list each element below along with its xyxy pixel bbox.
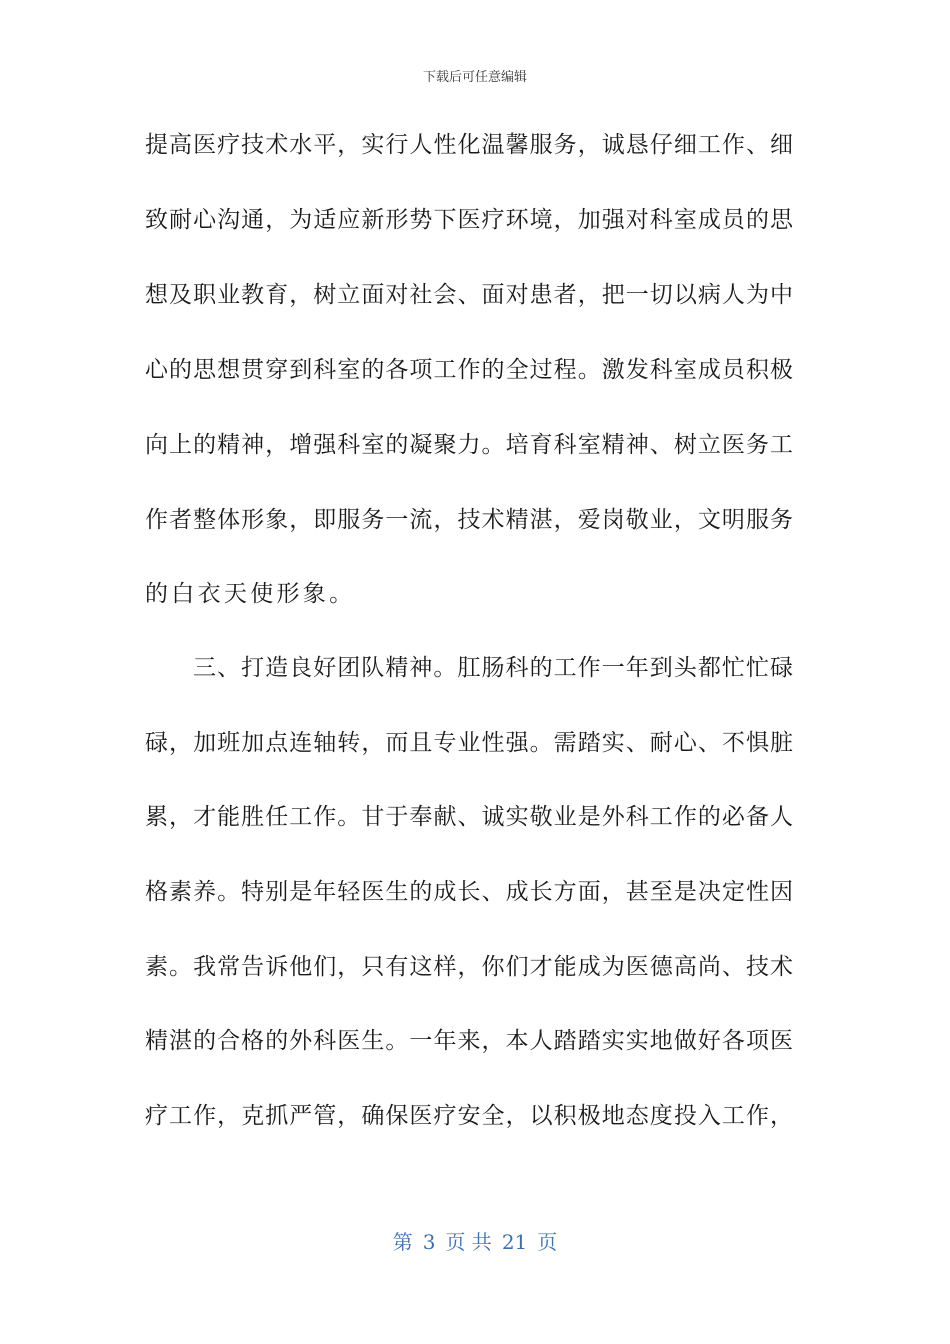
text-line: 累，才能胜任工作。甘于奉献、诚实敬业是外科工作的必备人 xyxy=(145,804,795,830)
text-line: 疗工作，克抓严管，确保医疗安全，以积极地态度投入工作， xyxy=(145,1103,795,1129)
text-line: 提高医疗技术水平，实行人性化温馨服务，诚恳仔细工作、细 xyxy=(145,132,795,158)
current-page-number: 3 xyxy=(422,1230,436,1254)
text-line: 作者整体形象，即服务一流，技术精湛，爱岗敬业，文明服务 xyxy=(145,507,795,533)
page-header: 下载后可任意编辑 xyxy=(422,70,527,85)
text-line: 想及职业教育，树立面对社会、面对患者，把一切以病人为中 xyxy=(145,282,795,308)
footer-prefix: 第 xyxy=(392,1230,413,1254)
total-page-count: 21 xyxy=(501,1230,528,1254)
footer-middle: 页 共 xyxy=(445,1230,492,1254)
footer-suffix: 页 xyxy=(537,1230,558,1254)
text-line: 格素养。特别是年轻医生的成长、成长方面，甚至是决定性因 xyxy=(145,879,795,905)
text-line: 致耐心沟通，为适应新形势下医疗环境，加强对科室成员的思 xyxy=(145,207,795,233)
text-line: 的白衣天使形象。 xyxy=(145,581,356,607)
page-footer xyxy=(0,1226,950,1255)
text-line: 碌，加班加点连轴转，而且专业性强。需踏实、耐心、不惧脏 xyxy=(145,730,795,756)
text-line: 三、打造良好团队精神。肛肠科的工作一年到头都忙忙碌 xyxy=(193,655,795,681)
text-line: 心的思想贯穿到科室的各项工作的全过程。激发科室成员积极 xyxy=(145,357,795,383)
text-line: 精湛的合格的外科医生。一年来，本人踏踏实实地做好各项医 xyxy=(145,1028,795,1054)
text-line: 向上的精神，增强科室的凝聚力。培育科室精神、树立医务工 xyxy=(145,432,795,458)
text-line: 素。我常告诉他们，只有这样，你们才能成为医德高尚、技术 xyxy=(145,954,795,980)
